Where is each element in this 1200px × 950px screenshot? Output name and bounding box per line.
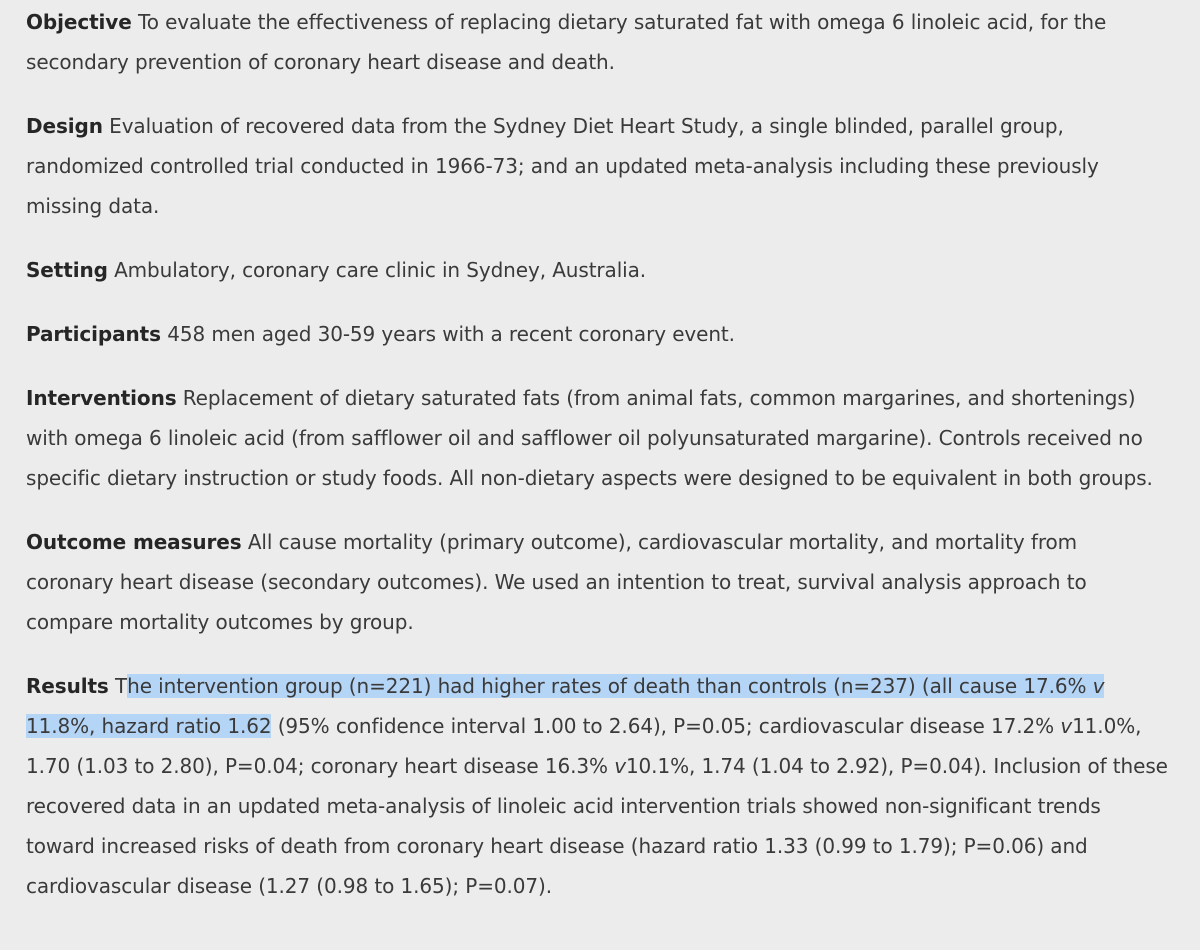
outcome-measures-text[interactable]: All cause mortality (primary outcome), cardiovascular mortality, and mortality from coronary heart disease (secondary outcomes). We used an intention to treat, survival analysis approach to compare mortality outcomes by group. <box>26 530 1087 634</box>
objective-label: Objective <box>26 10 132 34</box>
results-versus-1[interactable]: v <box>1060 714 1073 738</box>
participants-label: Participants <box>26 322 161 346</box>
results-text-lead[interactable]: T <box>115 674 128 698</box>
results-highlight-versus[interactable]: v <box>1092 674 1105 698</box>
results-text-part-c[interactable]: 10.1%, 1.74 (1.04 to 2.92), P=0.04). Inclusion of these recovered data in an updated meta-analysis of linoleic acid intervention trials showed non-significant trends toward increased risks of death from coronary heart disease (hazard ratio 1.33 (0.99 to 1.79); P=0.06) and cardiovascular disease (1.27 (0.98 to 1.65); P=0.07). <box>26 754 1168 898</box>
objective-section <box>26 2 1170 82</box>
outcome-measures-label: Outcome measures <box>26 530 242 554</box>
results-highlight-part-a[interactable]: he intervention group (n=221) had higher rates of death than controls (n=237) (all cause 17.6% <box>127 674 1093 698</box>
interventions-label: Interventions <box>26 386 177 410</box>
results-section <box>26 666 1170 906</box>
design-label: Design <box>26 114 103 138</box>
setting-label: Setting <box>26 258 108 282</box>
design-section <box>26 106 1170 226</box>
setting-section <box>26 250 1170 290</box>
results-versus-2[interactable]: v <box>614 754 626 778</box>
interventions-section <box>26 378 1170 498</box>
outcome-measures-section <box>26 522 1170 642</box>
interventions-text[interactable]: Replacement of dietary saturated fats (from animal fats, common margarines, and shortenings) with omega 6 linoleic acid (from safflower oil and safflower oil polyunsaturated margarine). Controls received no specific dietary instruction or study foods. All non-dietary aspects were designed to be equivalent in both groups. <box>26 386 1153 490</box>
results-label: Results <box>26 674 109 698</box>
results-highlight-part-b[interactable]: 11.8%, hazard ratio 1.62 <box>26 714 272 738</box>
participants-section <box>26 314 1170 354</box>
results-text-part-a[interactable]: (95% confidence interval 1.00 to 2.64), P=0.05; cardiovascular disease 17.2% <box>271 714 1061 738</box>
participants-text[interactable]: 458 men aged 30-59 years with a recent coronary event. <box>167 322 735 346</box>
objective-text[interactable]: To evaluate the effectiveness of replacing dietary saturated fat with omega 6 linoleic acid, for the secondary prevention of coronary heart disease and death. <box>26 10 1107 74</box>
setting-text[interactable]: Ambulatory, coronary care clinic in Sydney, Australia. <box>114 258 647 282</box>
results-text-part-b[interactable]: 11.0%, 1.70 (1.03 to 2.80), P=0.04; coronary heart disease 16.3% <box>26 714 1142 778</box>
design-text[interactable]: Evaluation of recovered data from the Sydney Diet Heart Study, a single blinded, parallel group, randomized controlled trial conducted in 1966-73; and an updated meta-analysis including these previously missing data. <box>26 114 1099 218</box>
